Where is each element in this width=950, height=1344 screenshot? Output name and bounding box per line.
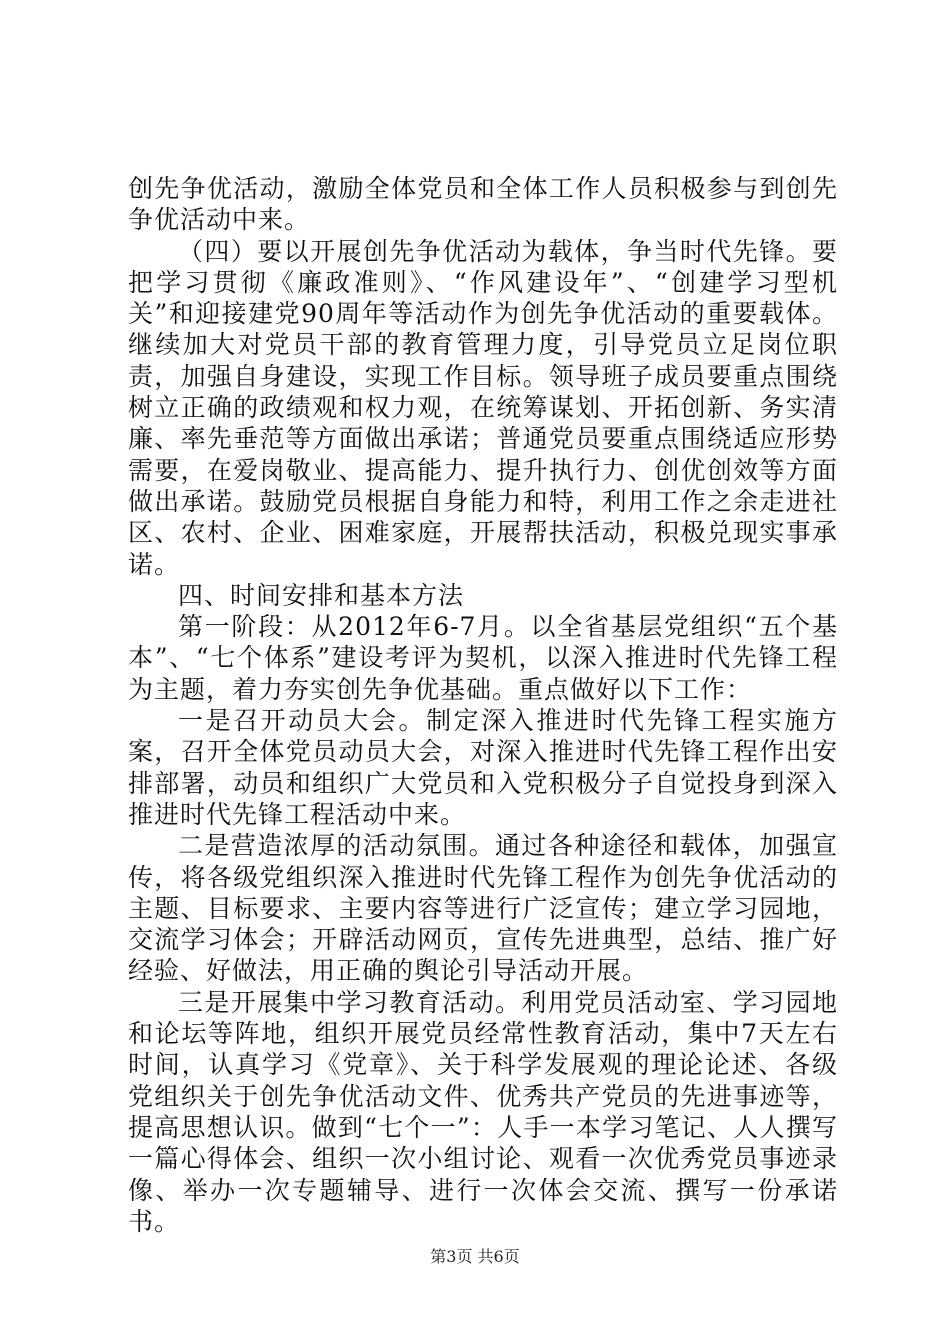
section-heading: 四、时间安排和基本方法: [178, 580, 465, 610]
document-body: [128, 173, 838, 1237]
paragraph: 一是召开动员大会。制定深入推进时代先锋工程实施方案，召开全体党员动员大会，对深入推进时代先锋工程作出安排部署，动员和组织广大党员和入党积极分子自觉投身到深入推进时代先锋工程活动中来。: [128, 706, 838, 829]
paragraph: （四）要以开展创先争优活动为载体，争当时代先锋。要把学习贯彻《廉政准则》、“作风建设年”、“创建学习型机关”和迎接建党90周年等活动作为创先争优活动的重要载体。继续加大对党员干部的教育管理力度，引导党员立足岗位职责，加强自身建设，实现工作目标。领导班子成员要重点围绕树立正确的政绩观和权力观，在统筹谋划、开拓创新、务实清廉、率先垂范等方面做出承诺；普通党员要重点围绕适应形势需要，在爱岗敬业、提高能力、提升执行力、创优创效等方面做出承诺。鼓励党员根据自身能力和特，利用工作之余走进社区、农村、企业、困难家庭，开展帮扶活动，积极兑现实事承诺。: [128, 236, 838, 579]
paragraph: 二是营造浓厚的活动氛围。通过各种途径和载体，加强宣传，将各级党组织深入推进时代先锋工程作为创先争优活动的主题、目标要求、主要内容等进行广泛宣传；建立学习园地，交流学习体会；开辟活动网页，宣传先进典型，总结、推广好经验、好做法，用正确的舆论引导活动开展。: [128, 831, 838, 986]
paragraph: 创先争优活动，激励全体党员和全体工作人员积极参与到创先争优活动中来。: [128, 174, 838, 235]
paragraph: 第一阶段：从2012年6-7月。以全省基层党组织“五个基本”、“七个体系”建设考评为契机，以深入推进时代先锋工程为主题，着力夯实创先争优基础。重点做好以下工作：: [128, 612, 838, 704]
page-number-footer: 第3页 共6页: [430, 1247, 520, 1266]
paragraph: 三是开展集中学习教育活动。利用党员活动室、学习园地和论坛等阵地，组织开展党员经常性教育活动，集中7天左右时间，认真学习《党章》、关于科学发展观的理论论述、各级党组织关于创先争优活动文件、优秀共产党员的先进事迹等，提高思想认识。做到“七个一”：人手一本学习笔记、人人撰写一篇心得体会、组织一次小组讨论、观看一次优秀党员事迹录像、举办一次专题辅导、进行一次体会交流、撰写一份承诺书。: [128, 987, 838, 1236]
